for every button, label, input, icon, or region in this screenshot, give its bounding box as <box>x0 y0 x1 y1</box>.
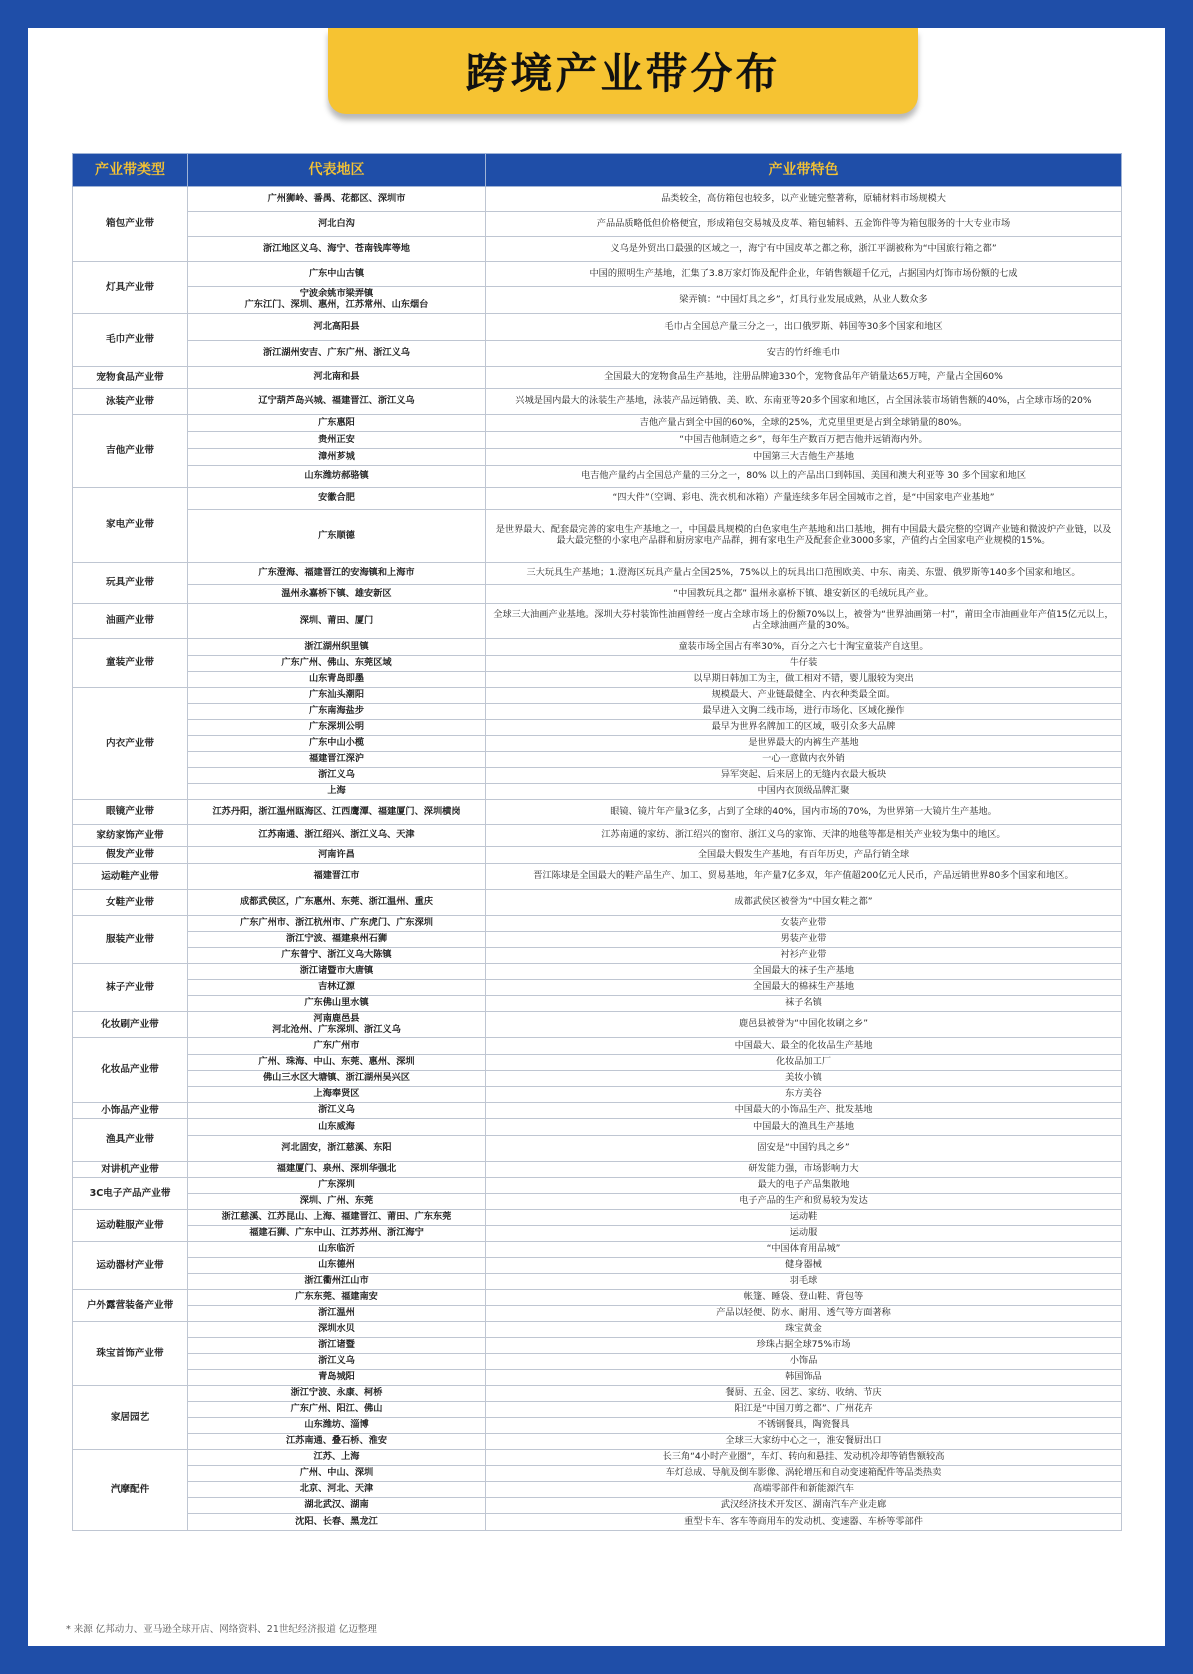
table-row <box>73 466 1122 488</box>
industry-table-container <box>72 153 1121 1531</box>
table-body <box>73 187 1122 1531</box>
region-cell: 浙江义乌 <box>188 1354 486 1370</box>
region-cell: 江苏南通、叠石桥、淮安 <box>188 1434 486 1450</box>
feature-cell: 中国最大的渔具生产基地 <box>486 1119 1122 1136</box>
table-header-row <box>73 154 1122 187</box>
feature-cell: 三大玩具生产基地；1.澄海区玩具产量占全国25%，75%以上的玩具出口范围欧美、中东、南美、东盟、俄罗斯等140多个国家和地区。 <box>486 563 1122 585</box>
feature-cell: 全球三大油画产业基地。深圳大芬村装饰性油画曾经一度占全球市场上的份额70%以上，被誉为“世界油画第一村”，莆田全市油画业年产值15亿元以上，占全球油画产量的30%。 <box>486 604 1122 639</box>
region-cell: 成都武侯区，广东惠州、东莞、浙江温州、重庆 <box>188 890 486 916</box>
belt-type-cell: 毛巾产业带 <box>73 314 188 367</box>
belt-type-cell: 3C电子产品产业带 <box>73 1178 188 1210</box>
region-cell: 河北南和县 <box>188 367 486 389</box>
table-row <box>73 688 1122 704</box>
feature-cell: 牛仔装 <box>486 656 1122 672</box>
region-cell: 广东普宁、浙江义乌大陈镇 <box>188 948 486 964</box>
table-row <box>73 800 1122 825</box>
feature-cell: 固安是“中国钓具之乡” <box>486 1136 1122 1162</box>
region-cell: 广东中山小榄 <box>188 736 486 752</box>
table-row <box>73 752 1122 768</box>
feature-cell: 最早进入文胸二线市场，进行市场化、区域化操作 <box>486 704 1122 720</box>
region-cell: 深圳、莆田、厦门 <box>188 604 486 639</box>
feature-cell: 安吉的竹纤维毛巾 <box>486 341 1122 367</box>
belt-type-cell: 女鞋产业带 <box>73 890 188 916</box>
table-row <box>73 212 1122 237</box>
region-cell: 河北白沟 <box>188 212 486 237</box>
feature-cell: 毛巾占全国总产量三分之一，出口俄罗斯、韩国等30多个国家和地区 <box>486 314 1122 341</box>
region-cell: 浙江宁波、永康、柯桥 <box>188 1386 486 1402</box>
table-row <box>73 768 1122 784</box>
feature-cell: 美妆小镇 <box>486 1071 1122 1087</box>
feature-cell: 晋江陈埭是全国最大的鞋产品生产、加工、贸易基地，年产量7亿多双，年产值超200亿元人民币，产品远销世界80多个国家和地区。 <box>486 864 1122 890</box>
feature-cell: 健身器械 <box>486 1258 1122 1274</box>
industry-belt-table <box>72 153 1122 1531</box>
region-cell: 福建晋江市 <box>188 864 486 890</box>
feature-cell: 江苏南通的家纺、浙江绍兴的窗帘、浙江义乌的家饰、天津的地毯等都是相关产业较为集中的地区。 <box>486 825 1122 847</box>
table-row <box>73 1055 1122 1071</box>
region-cell: 深圳水贝 <box>188 1322 486 1338</box>
belt-type-cell: 汽摩配件 <box>73 1450 188 1531</box>
region-cell: 沈阳、长春、黑龙江 <box>188 1514 486 1531</box>
header-region: 代表地区 <box>188 154 486 187</box>
feature-cell: 兴城是国内最大的泳装生产基地，泳装产品远销俄、美、欧、东南亚等20多个国家和地区，占全国泳装市场销售额的40%，占全球市场的20% <box>486 389 1122 415</box>
region-cell: 河北固安，浙江慈溪、东阳 <box>188 1136 486 1162</box>
table-row <box>73 1162 1122 1178</box>
feature-cell: 衬衫产业带 <box>486 948 1122 964</box>
belt-type-cell: 内衣产业带 <box>73 688 188 800</box>
table-row <box>73 510 1122 563</box>
belt-type-cell: 小饰品产业带 <box>73 1103 188 1119</box>
table-row <box>73 1194 1122 1210</box>
region-cell: 浙江诸暨 <box>188 1338 486 1354</box>
feature-cell: 全球三大家纺中心之一，淮安餐厨出口 <box>486 1434 1122 1450</box>
page-sheet <box>28 28 1165 1646</box>
region-cell: 吉林辽源 <box>188 980 486 996</box>
table-row <box>73 1274 1122 1290</box>
feature-cell: 中国第三大吉他生产基地 <box>486 449 1122 466</box>
region-cell: 河南许昌 <box>188 847 486 864</box>
feature-cell: 是世界最大的内裤生产基地 <box>486 736 1122 752</box>
table-row <box>73 1434 1122 1450</box>
region-cell: 浙江温州 <box>188 1306 486 1322</box>
table-row <box>73 1338 1122 1354</box>
table-row <box>73 1370 1122 1386</box>
table-row <box>73 1418 1122 1434</box>
region-cell: 江苏南通、浙江绍兴、浙江义乌、天津 <box>188 825 486 847</box>
feature-cell: 重型卡车、客车等商用车的发动机、变速器、车桥等零部件 <box>486 1514 1122 1531</box>
table-row <box>73 847 1122 864</box>
table-row <box>73 1354 1122 1370</box>
belt-type-cell: 渔具产业带 <box>73 1119 188 1162</box>
source-footnote: * 来源 亿邦动力、亚马逊全球开店、网络资料、21世纪经济报道 亿迈整理 <box>66 1624 377 1635</box>
table-row <box>73 237 1122 262</box>
region-cell: 山东威海 <box>188 1119 486 1136</box>
belt-type-cell: 玩具产业带 <box>73 563 188 604</box>
region-cell: 辽宁葫芦岛兴城、福建晋江、浙江义乌 <box>188 389 486 415</box>
table-row <box>73 1012 1122 1038</box>
feature-cell: 长三角“4小时产业圈”，车灯、转向和悬挂、发动机冷却等销售额较高 <box>486 1450 1122 1466</box>
belt-type-cell: 家电产业带 <box>73 488 188 563</box>
feature-cell: 中国最大的小饰品生产、批发基地 <box>486 1103 1122 1119</box>
table-row <box>73 604 1122 639</box>
table-row <box>73 639 1122 656</box>
belt-type-cell: 吉他产业带 <box>73 415 188 488</box>
region-cell: 山东临沂 <box>188 1242 486 1258</box>
region-cell: 浙江地区义乌、海宁、苍南钱库等地 <box>188 237 486 262</box>
belt-type-cell: 家居园艺 <box>73 1386 188 1450</box>
region-cell: 福建厦门、泉州、深圳华强北 <box>188 1162 486 1178</box>
region-cell: 漳州芗城 <box>188 449 486 466</box>
table-row <box>73 825 1122 847</box>
region-cell: 安徽合肥 <box>188 488 486 510</box>
region-cell: 广州、珠海、中山、东莞、惠州、深圳 <box>188 1055 486 1071</box>
feature-cell: 羽毛球 <box>486 1274 1122 1290</box>
header-belt-type: 产业带类型 <box>73 154 188 187</box>
region-cell: 北京、河北、天津 <box>188 1482 486 1498</box>
feature-cell: 中国的照明生产基地，汇集了3.8万家灯饰及配件企业，年销售额超千亿元，占据国内灯饰市场份额的七成 <box>486 262 1122 287</box>
feature-cell: 全国最大的宠物食品生产基地，注册品牌逾330个，宠物食品年产销量达65万吨，产量占全国60% <box>486 367 1122 389</box>
feature-cell: 男装产业带 <box>486 932 1122 948</box>
table-row <box>73 262 1122 287</box>
header-feature: 产业带特色 <box>486 154 1122 187</box>
feature-cell: 东方美谷 <box>486 1087 1122 1103</box>
table-row <box>73 1290 1122 1306</box>
table-row <box>73 948 1122 964</box>
table-row <box>73 1450 1122 1466</box>
belt-type-cell: 对讲机产业带 <box>73 1162 188 1178</box>
feature-cell: 高端零部件和新能源汽车 <box>486 1482 1122 1498</box>
table-row <box>73 1071 1122 1087</box>
feature-cell: 一心一意做内衣外销 <box>486 752 1122 768</box>
feature-cell: 全国最大的袜子生产基地 <box>486 964 1122 980</box>
belt-type-cell: 泳装产业带 <box>73 389 188 415</box>
region-cell: 浙江湖州安吉、广东广州、浙江义乌 <box>188 341 486 367</box>
table-row <box>73 720 1122 736</box>
table-row <box>73 449 1122 466</box>
table-row <box>73 563 1122 585</box>
region-cell: 广东南海盐步 <box>188 704 486 720</box>
region-cell: 浙江衢州江山市 <box>188 1274 486 1290</box>
feature-cell: 全国最大的棉袜生产基地 <box>486 980 1122 996</box>
feature-cell: 产品品质略低但价格便宜，形成箱包交易城及皮革、箱包辅料、五金饰件等为箱包服务的十大专业市场 <box>486 212 1122 237</box>
region-cell: 广东广州市 <box>188 1038 486 1055</box>
table-row <box>73 1136 1122 1162</box>
feature-cell: 是世界最大、配套最完善的家电生产基地之一，中国最具规模的白色家电生产基地和出口基地，拥有中国最大最完整的空调产业链和微波炉产业链，以及最大最完整的小家电产品群和厨房家电产品群，拥有家电生产及配套企业3000多家，产值约占全国家电产业规模的15%。 <box>486 510 1122 563</box>
table-row <box>73 1498 1122 1514</box>
table-row <box>73 672 1122 688</box>
table-row <box>73 367 1122 389</box>
feature-cell: 规模最大、产业链最健全、内衣种类最全面。 <box>486 688 1122 704</box>
feature-cell: 电吉他产量约占全国总产量的三分之一，80% 以上的产品出口到韩国、美国和澳大利亚等 30 多个国家和地区 <box>486 466 1122 488</box>
region-cell: 山东德州 <box>188 1258 486 1274</box>
region-cell: 广州狮岭、番禺、花都区、深圳市 <box>188 187 486 212</box>
table-row <box>73 1514 1122 1531</box>
region-cell: 温州永嘉桥下镇、雄安新区 <box>188 585 486 604</box>
table-row <box>73 287 1122 314</box>
feature-cell: 运动鞋 <box>486 1210 1122 1226</box>
region-cell: 山东潍坊郝骆镇 <box>188 466 486 488</box>
region-cell: 佛山三水区大塘镇、浙江湖州吴兴区 <box>188 1071 486 1087</box>
region-cell: 上海 <box>188 784 486 800</box>
region-cell: 河南鹿邑县 河北沧州、广东深圳、浙江义乌 <box>188 1012 486 1038</box>
feature-cell: 义乌是外贸出口最强的区域之一，海宁有中国皮革之都之称，浙江平湖被称为“中国旅行箱之都” <box>486 237 1122 262</box>
feature-cell: 以早期日韩加工为主，做工相对不错，婴儿服较为突出 <box>486 672 1122 688</box>
feature-cell: 眼镜、镜片年产量3亿多，占到了全球的40%，国内市场的70%，为世界第一大镜片生产基地。 <box>486 800 1122 825</box>
table-row <box>73 415 1122 432</box>
region-cell: 广东深圳 <box>188 1178 486 1194</box>
table-row <box>73 1306 1122 1322</box>
belt-type-cell: 假发产业带 <box>73 847 188 864</box>
feature-cell: 珍珠占据全球75%市场 <box>486 1338 1122 1354</box>
table-row <box>73 704 1122 720</box>
region-cell: 深圳、广州、东莞 <box>188 1194 486 1210</box>
table-row <box>73 1087 1122 1103</box>
feature-cell: 最早为世界名牌加工的区域，吸引众多大品牌 <box>486 720 1122 736</box>
region-cell: 广东顺德 <box>188 510 486 563</box>
region-cell: 广东广州、阳江、佛山 <box>188 1402 486 1418</box>
region-cell: 广东惠阳 <box>188 415 486 432</box>
table-row <box>73 1258 1122 1274</box>
table-row <box>73 1103 1122 1119</box>
feature-cell: 珠宝黄金 <box>486 1322 1122 1338</box>
feature-cell: 吉他产量占到全中国的60%，全球的25%，尤克里里更是占到全球销量的80%。 <box>486 415 1122 432</box>
belt-type-cell: 童装产业带 <box>73 639 188 688</box>
feature-cell: 车灯总成、导航及倒车影像、涡轮增压和自动变速箱配件等品类热卖 <box>486 1466 1122 1482</box>
region-cell: 宁波余姚市梁弄镇 广东江门、深圳、惠州，江苏常州、山东烟台 <box>188 287 486 314</box>
region-cell: 青岛城阳 <box>188 1370 486 1386</box>
feature-cell: 成都武侯区被誉为“中国女鞋之都” <box>486 890 1122 916</box>
feature-cell: 产品以轻便、防水、耐用、透气等方面著称 <box>486 1306 1122 1322</box>
feature-cell: 小饰品 <box>486 1354 1122 1370</box>
belt-type-cell: 化妆品产业带 <box>73 1038 188 1103</box>
region-cell: 福建晋江深沪 <box>188 752 486 768</box>
feature-cell: “中国体育用品城” <box>486 1242 1122 1258</box>
feature-cell: 运动服 <box>486 1226 1122 1242</box>
table-row <box>73 656 1122 672</box>
region-cell: 广东佛山里水镇 <box>188 996 486 1012</box>
region-cell: 浙江义乌 <box>188 1103 486 1119</box>
feature-cell: 不锈钢餐具，陶瓷餐具 <box>486 1418 1122 1434</box>
feature-cell: 全国最大假发生产基地，有百年历史，产品行销全球 <box>486 847 1122 864</box>
table-row <box>73 1226 1122 1242</box>
table-row <box>73 314 1122 341</box>
feature-cell: 女装产业带 <box>486 916 1122 932</box>
region-cell: 广东广州市、浙江杭州市、广东虎门、广东深圳 <box>188 916 486 932</box>
region-cell: 江苏、上海 <box>188 1450 486 1466</box>
feature-cell: 帐篷、睡袋、登山鞋、背包等 <box>486 1290 1122 1306</box>
title-banner <box>328 28 918 114</box>
table-row <box>73 432 1122 449</box>
belt-type-cell: 运动鞋产业带 <box>73 864 188 890</box>
table-row <box>73 1482 1122 1498</box>
belt-type-cell: 油画产业带 <box>73 604 188 639</box>
feature-cell: 武汉经济技术开发区、湖南汽车产业走廊 <box>486 1498 1122 1514</box>
region-cell: 广东广州、佛山、东莞区域 <box>188 656 486 672</box>
feature-cell: 阳江是“中国刀剪之都”、广州花卉 <box>486 1402 1122 1418</box>
table-row <box>73 1119 1122 1136</box>
region-cell: 浙江慈溪、江苏昆山、上海、福建晋江、莆田、广东东莞 <box>188 1210 486 1226</box>
region-cell: 福建石狮、广东中山、江苏苏州、浙江海宁 <box>188 1226 486 1242</box>
region-cell: 上海奉贤区 <box>188 1087 486 1103</box>
region-cell: 河北高阳县 <box>188 314 486 341</box>
region-cell: 广东东莞、福建南安 <box>188 1290 486 1306</box>
table-row <box>73 1210 1122 1226</box>
table-row <box>73 980 1122 996</box>
feature-cell: 袜子名镇 <box>486 996 1122 1012</box>
table-row <box>73 1402 1122 1418</box>
region-cell: 广东中山古镇 <box>188 262 486 287</box>
belt-type-cell: 家纺家饰产业带 <box>73 825 188 847</box>
table-row <box>73 187 1122 212</box>
feature-cell: “中国吉他制造之乡”，每年生产数百万把吉他并远销海内外。 <box>486 432 1122 449</box>
table-row <box>73 1178 1122 1194</box>
belt-type-cell: 户外露营装备产业带 <box>73 1290 188 1322</box>
region-cell: 湖北武汉、湖南 <box>188 1498 486 1514</box>
table-row <box>73 1386 1122 1402</box>
feature-cell: 电子产品的生产和贸易较为发达 <box>486 1194 1122 1210</box>
table-row <box>73 864 1122 890</box>
region-cell: 贵州正安 <box>188 432 486 449</box>
feature-cell: 童装市场全国占有率30%，百分之六七十淘宝童装产自这里。 <box>486 639 1122 656</box>
region-cell: 江苏丹阳，浙江温州瓯海区、江西鹰潭、福建厦门、深圳横岗 <box>188 800 486 825</box>
region-cell: 广州、中山、深圳 <box>188 1466 486 1482</box>
belt-type-cell: 化妆刷产业带 <box>73 1012 188 1038</box>
table-row <box>73 488 1122 510</box>
feature-cell: “中国教玩具之都” 温州永嘉桥下镇、雄安新区的毛绒玩具产业。 <box>486 585 1122 604</box>
feature-cell: 梁弄镇：“中国灯具之乡”，灯具行业发展成熟，从业人数众多 <box>486 287 1122 314</box>
feature-cell: 品类较全，高仿箱包也较多，以产业链完整著称，原辅材料市场规模大 <box>486 187 1122 212</box>
table-row <box>73 890 1122 916</box>
feature-cell: 餐厨、五金、园艺、家纺、收纳、节庆 <box>486 1386 1122 1402</box>
table-row <box>73 389 1122 415</box>
belt-type-cell: 运动鞋服产业带 <box>73 1210 188 1242</box>
table-row <box>73 784 1122 800</box>
feature-cell: 鹿邑县被誉为“中国化妆刷之乡” <box>486 1012 1122 1038</box>
region-cell: 广东深圳公明 <box>188 720 486 736</box>
table-row <box>73 932 1122 948</box>
belt-type-cell: 灯具产业带 <box>73 262 188 314</box>
table-row <box>73 585 1122 604</box>
table-row <box>73 964 1122 980</box>
table-row <box>73 996 1122 1012</box>
table-row <box>73 916 1122 932</box>
region-cell: 浙江诸暨市大唐镇 <box>188 964 486 980</box>
table-row <box>73 1322 1122 1338</box>
belt-type-cell: 服装产业带 <box>73 916 188 964</box>
region-cell: 广东汕头潮阳 <box>188 688 486 704</box>
belt-type-cell: 珠宝首饰产业带 <box>73 1322 188 1386</box>
feature-cell: 中国内衣顶级品牌汇聚 <box>486 784 1122 800</box>
region-cell: 浙江宁波、福建泉州石狮 <box>188 932 486 948</box>
table-row <box>73 736 1122 752</box>
region-cell: 山东潍坊、淄博 <box>188 1418 486 1434</box>
region-cell: 浙江义乌 <box>188 768 486 784</box>
page-title: 跨境产业带分布 <box>465 49 781 98</box>
table-row <box>73 1466 1122 1482</box>
feature-cell: 异军突起、后来居上的无缝内衣最大板块 <box>486 768 1122 784</box>
feature-cell: 研发能力强，市场影响力大 <box>486 1162 1122 1178</box>
belt-type-cell: 眼镜产业带 <box>73 800 188 825</box>
table-row <box>73 1242 1122 1258</box>
feature-cell: “四大件”（空调、彩电、洗衣机和冰箱）产量连续多年居全国城市之首，是“中国家电产业基地” <box>486 488 1122 510</box>
belt-type-cell: 运动器材产业带 <box>73 1242 188 1290</box>
feature-cell: 韩国饰品 <box>486 1370 1122 1386</box>
belt-type-cell: 袜子产业带 <box>73 964 188 1012</box>
region-cell: 浙江湖州织里镇 <box>188 639 486 656</box>
feature-cell: 化妆品加工厂 <box>486 1055 1122 1071</box>
feature-cell: 最大的电子产品集散地 <box>486 1178 1122 1194</box>
region-cell: 广东澄海、福建晋江的安海镇和上海市 <box>188 563 486 585</box>
table-row <box>73 341 1122 367</box>
belt-type-cell: 宠物食品产业带 <box>73 367 188 389</box>
belt-type-cell: 箱包产业带 <box>73 187 188 262</box>
feature-cell: 中国最大、最全的化妆品生产基地 <box>486 1038 1122 1055</box>
table-row <box>73 1038 1122 1055</box>
region-cell: 山东青岛即墨 <box>188 672 486 688</box>
